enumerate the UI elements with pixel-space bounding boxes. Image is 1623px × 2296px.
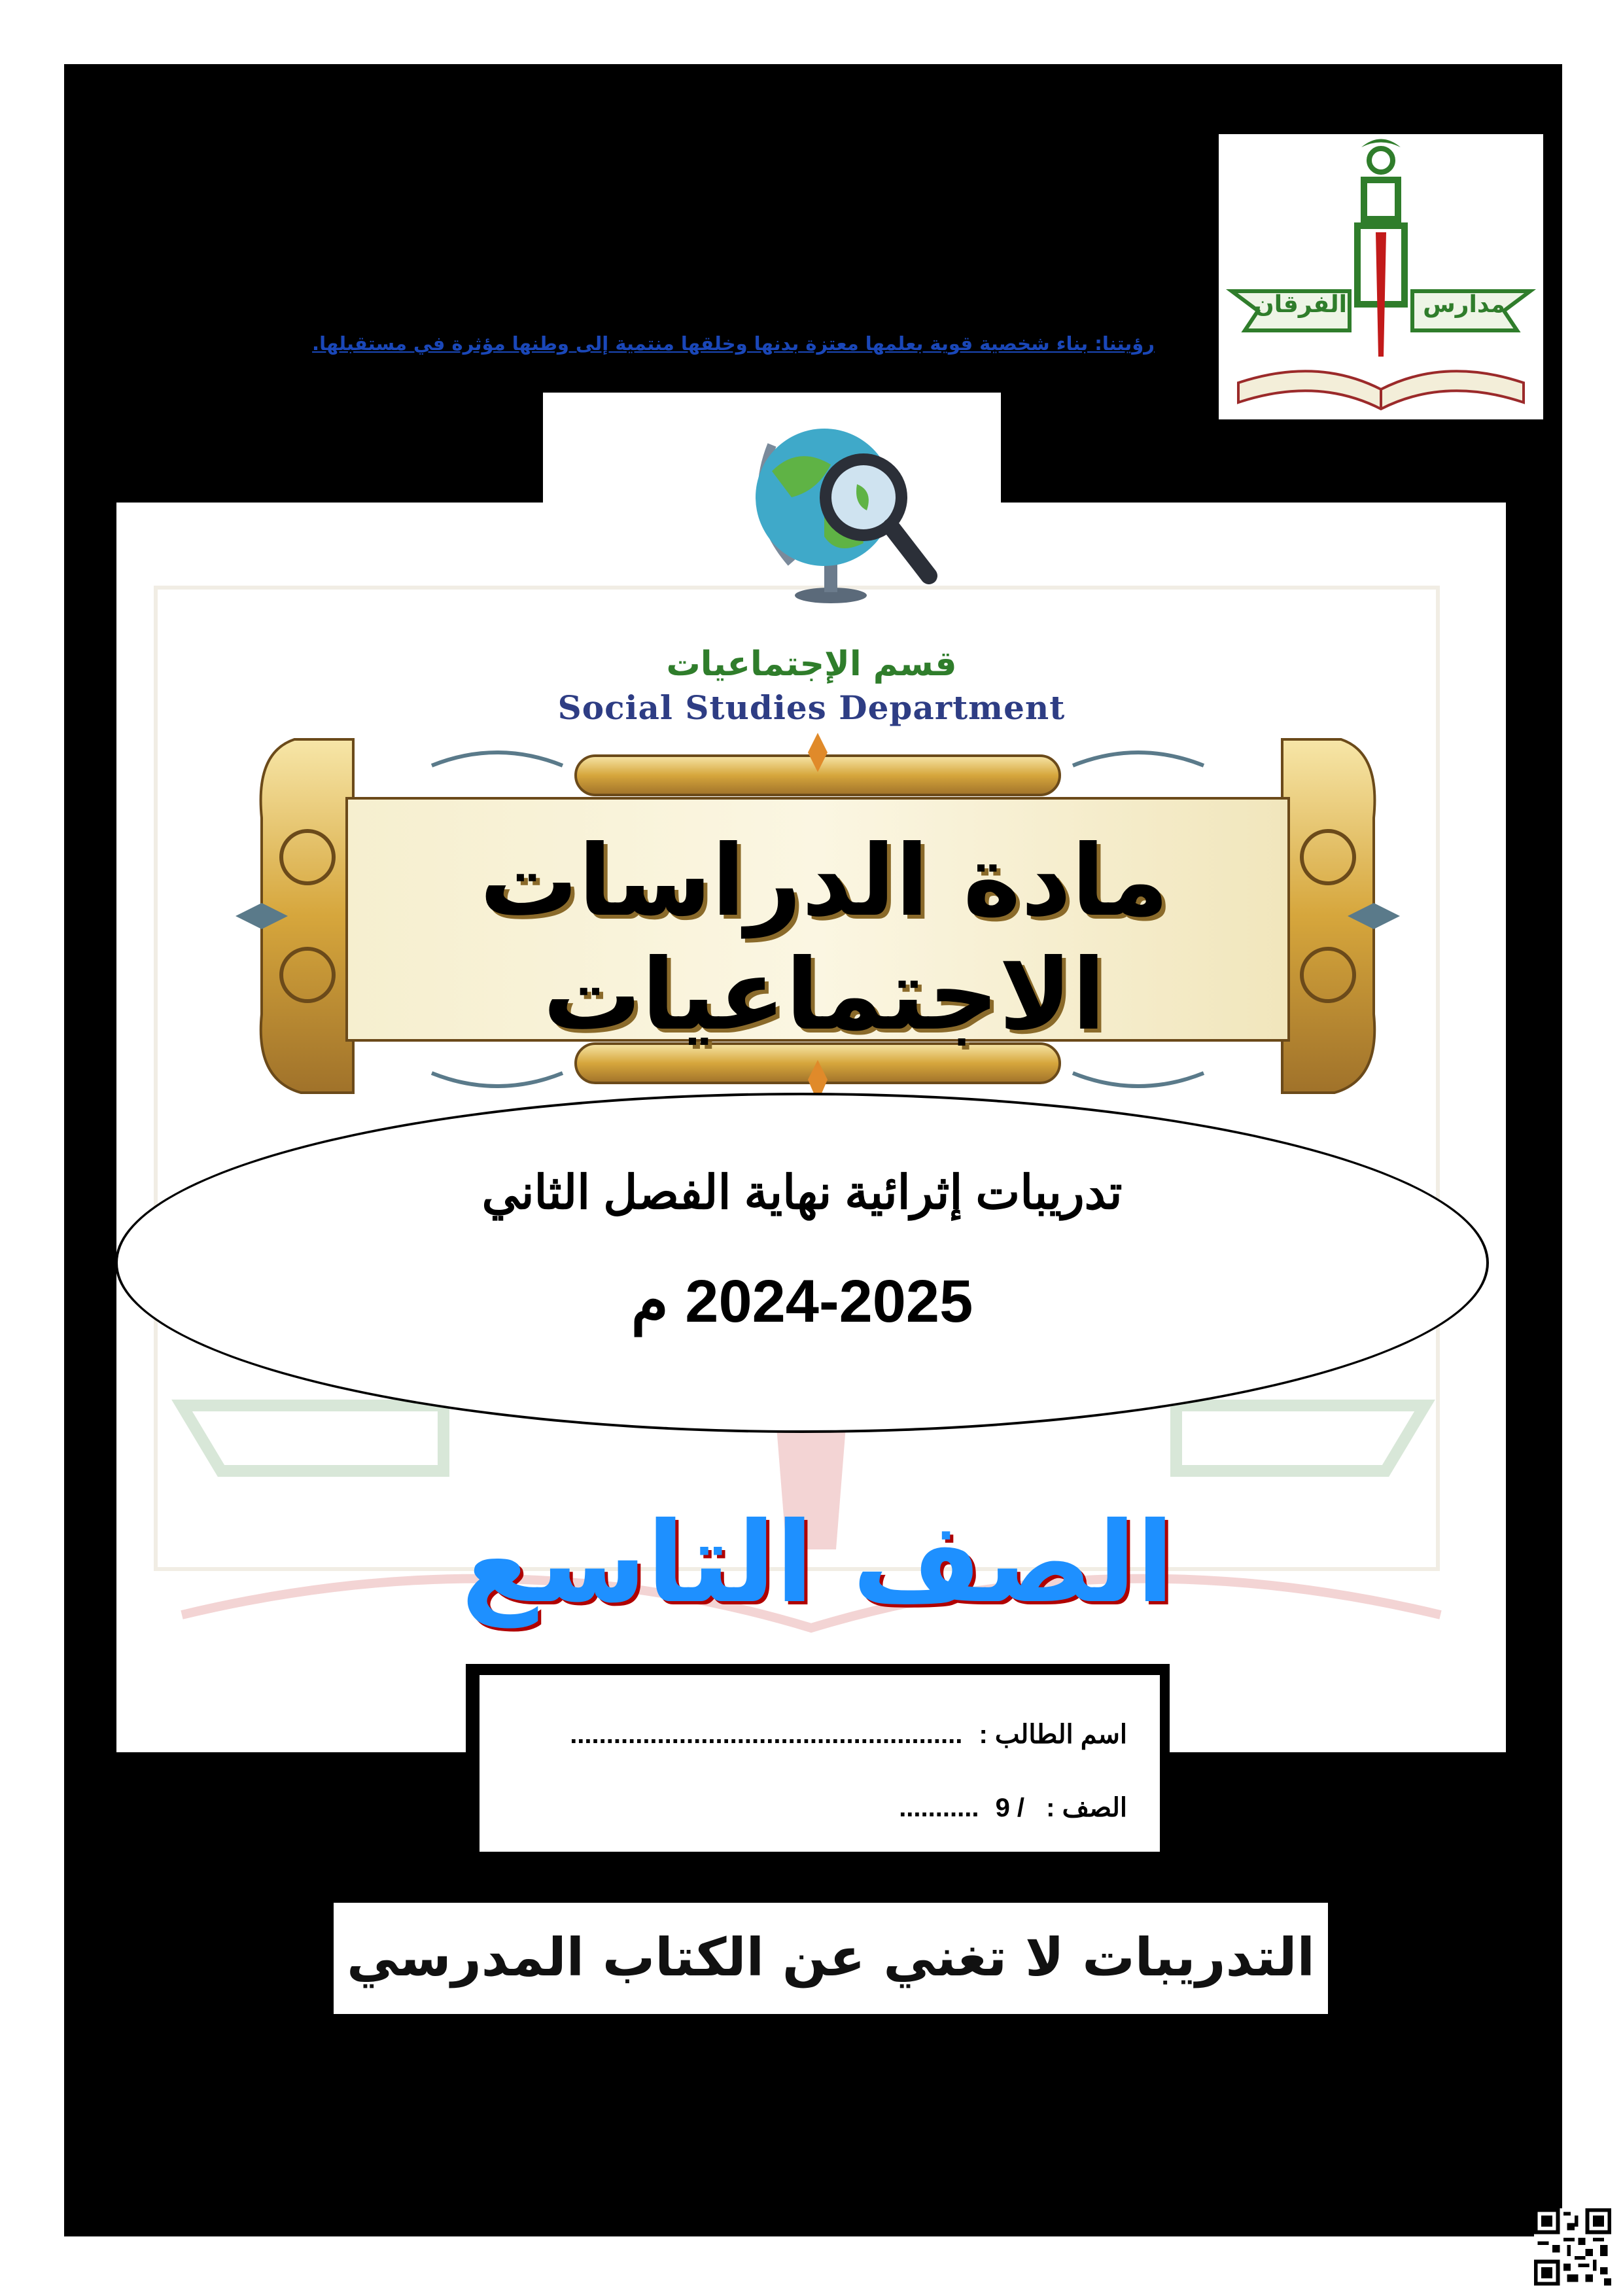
vision-statement: رؤيتنا: بناء شخصية قوية بعلمها معتزة بدنها وخلقها منتمية إلى وطنها مؤثرة في مستقبلها. (312, 332, 1155, 355)
qr-code-icon (1534, 2208, 1611, 2286)
student-name-label: اسم الطالب : (979, 1720, 1127, 1749)
logo-text-right: مدارس (1423, 291, 1505, 318)
student-class-label: الصف : (1046, 1793, 1127, 1822)
logo-text-left: الفرقان (1254, 291, 1347, 318)
notice-text: التدريبات لا تغني عن الكتاب المدرسي (347, 1927, 1315, 1988)
academic-year: 2024-2025 م (631, 1268, 973, 1335)
student-info-box (480, 1675, 1160, 1852)
term-title: تدريبات إثرائية نهاية الفصل الثاني (481, 1167, 1123, 1219)
globe-magnifier-icon (733, 419, 942, 609)
grade-title: الصف التاسع (461, 1498, 1174, 1628)
school-logo (1219, 134, 1543, 419)
student-name-row (570, 1720, 1127, 1750)
subject-title: مادة الدراسات الاجتماعيات (480, 824, 1169, 1052)
term-ellipse (115, 1093, 1489, 1433)
student-name-field[interactable]: ...................................................... (570, 1720, 963, 1749)
student-class-row (899, 1793, 1127, 1823)
department-english: Social Studies Department (557, 688, 1066, 727)
student-class-field[interactable]: ........... (899, 1793, 979, 1822)
student-class-value: 9 / (995, 1793, 1025, 1822)
department-arabic: قسم الإجتماعيات (666, 645, 957, 684)
school-logo-emblem (1219, 134, 1543, 419)
